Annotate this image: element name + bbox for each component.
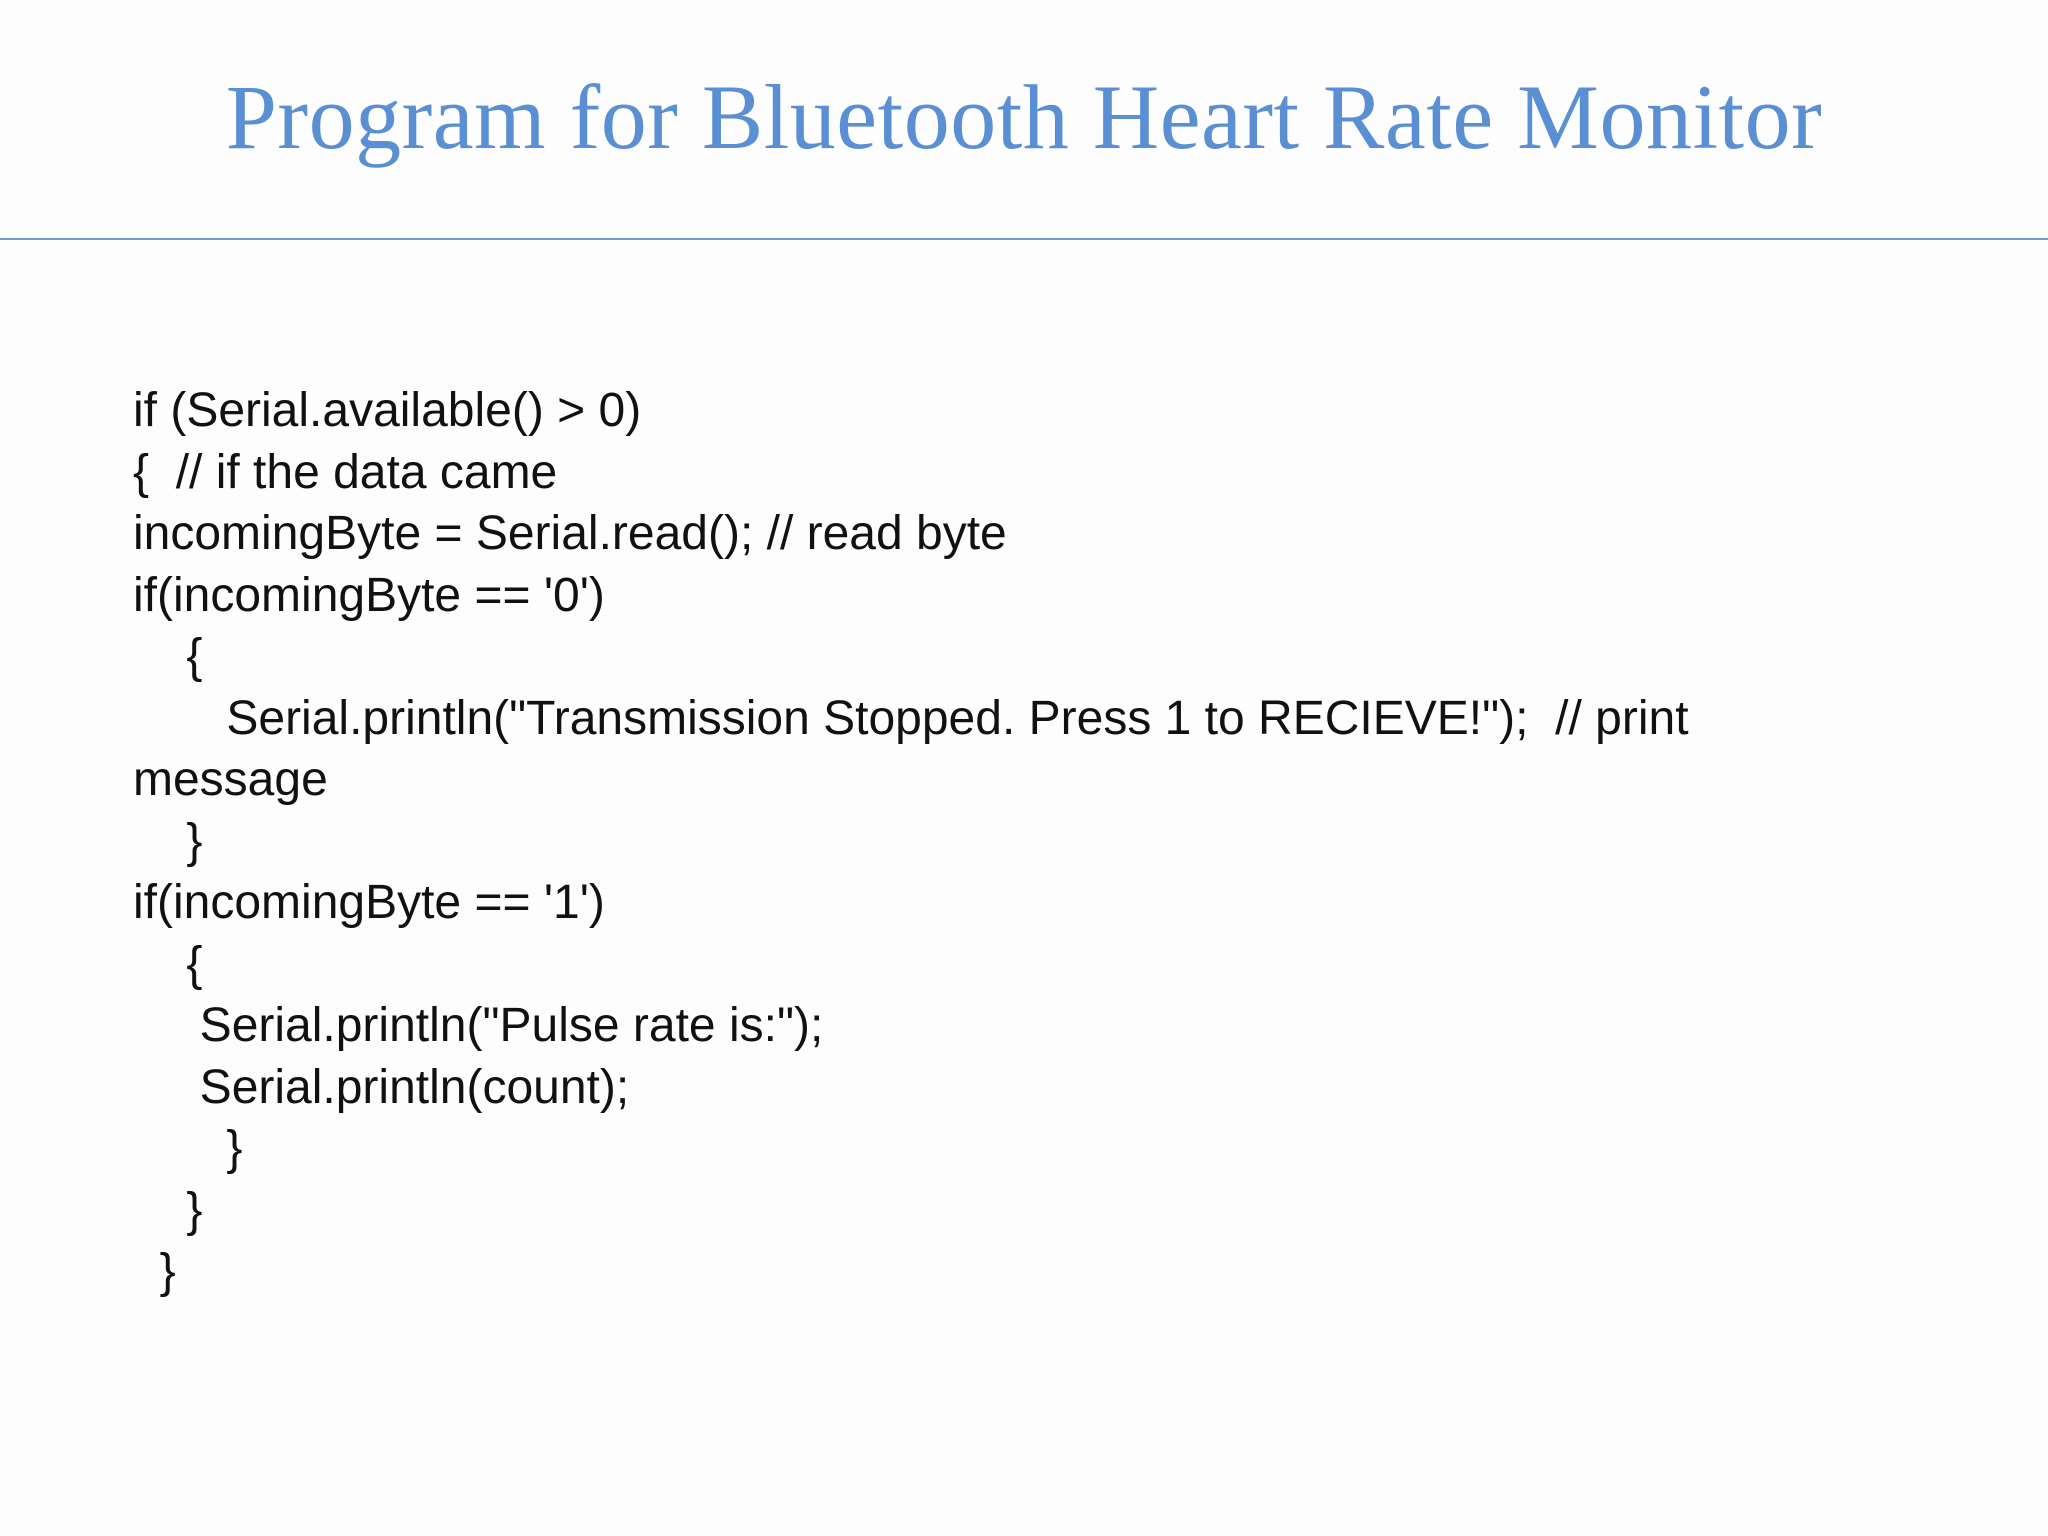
code-line: if(incomingByte == '1') [133, 876, 605, 929]
code-line: if (Serial.available() > 0) [133, 384, 642, 437]
code-line: } [133, 814, 203, 868]
code-line: } [133, 1245, 176, 1298]
code-line: } [133, 1183, 203, 1237]
code-block [133, 380, 1993, 1303]
code-line: Serial.println("Pulse rate is:"); [133, 999, 824, 1052]
code-line: incomingByte = Serial.read(); // read byte [133, 507, 1007, 560]
title-divider [0, 238, 2048, 240]
code-line: message [133, 753, 328, 806]
code-line: } [133, 1122, 243, 1175]
code-line: { // if the data came [133, 445, 558, 499]
code-line: Serial.println("Transmission Stopped. Press 1 to RECIEVE!"); // print [133, 691, 1689, 745]
code-line: if(incomingByte == '0') [133, 568, 605, 622]
code-line: { [133, 937, 203, 991]
code-line: Serial.println(count); [133, 1060, 630, 1114]
code-line: { [133, 630, 203, 683]
slide-title: Program for Bluetooth Heart Rate Monitor [225, 66, 1823, 168]
